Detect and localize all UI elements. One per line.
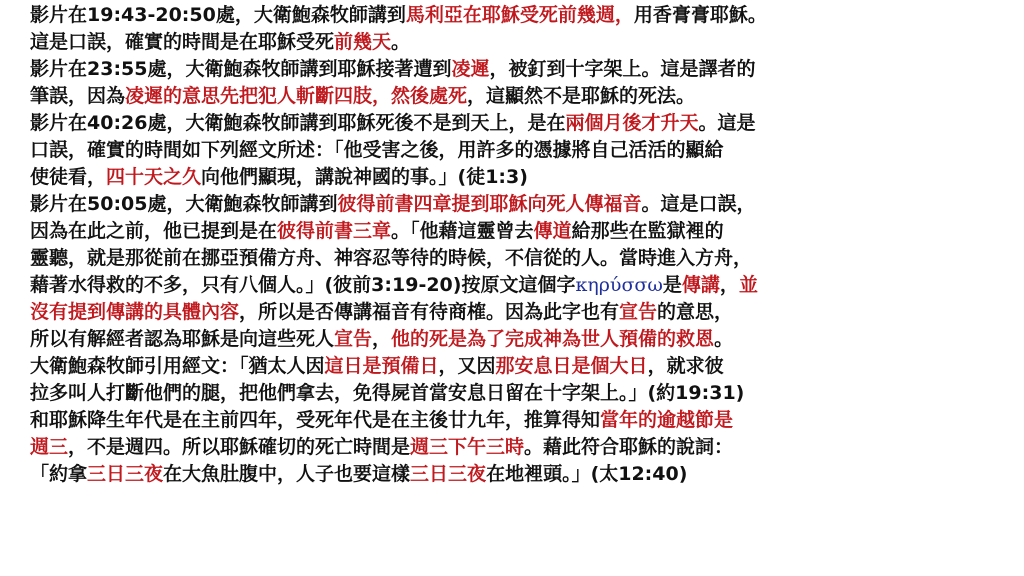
text-line <box>30 245 1010 272</box>
text-line <box>30 461 1010 488</box>
body-text: 「約拿 <box>30 463 88 485</box>
body-text: 。藉此符合耶穌的說詞： <box>524 436 734 458</box>
text-line <box>30 191 1010 218</box>
text-line <box>30 299 1010 326</box>
body-text: 。 <box>714 328 734 350</box>
body-text: ，所以是否傳講福音有待商榷。因為此字也有 <box>239 301 620 323</box>
body-text: ，不是週四。所以耶穌確切的死亡時間是 <box>68 436 411 458</box>
highlighted-text: 這日是預備日 <box>324 355 439 377</box>
highlighted-text: 馬利亞在耶穌受死前幾週， <box>405 4 634 26</box>
body-text: 在地裡頭。」(太12:40) <box>486 463 688 485</box>
text-line <box>30 434 1010 461</box>
body-text: 。 <box>391 31 411 53</box>
text-line <box>30 218 1010 245</box>
text-line <box>30 164 1010 191</box>
highlighted-text: 週三下午三時 <box>410 436 525 458</box>
greek-word: κηρύσσω <box>575 274 663 296</box>
text-line <box>30 380 1010 407</box>
body-text: ，又因 <box>438 355 496 377</box>
body-text: ，就求彼 <box>647 355 724 377</box>
highlighted-text: 那安息日是個大日 <box>495 355 648 377</box>
body-text: 使徒看， <box>30 166 107 188</box>
body-text: 是 <box>662 274 682 296</box>
highlighted-text: 宣告 <box>334 328 373 350</box>
text-line <box>30 29 1010 56</box>
body-text: 向他們顯現，講說神國的事。」(徒1:3) <box>201 166 528 188</box>
body-text: ，被釘到十字架上。這是譯者的 <box>489 58 756 80</box>
body-text: 拉多叫人打斷他們的腿，把他們拿去，免得屍首當安息日留在十字架上。」(約19:31) <box>30 382 745 404</box>
highlighted-text: 他的死是為了完成神為世人預備的救恩 <box>391 328 715 350</box>
body-text: 。「他藉這靈曾去 <box>391 220 534 242</box>
text-line <box>30 353 1010 380</box>
highlighted-text: 並 <box>738 274 758 296</box>
highlighted-text: 凌遲 <box>451 58 490 80</box>
text-line <box>30 83 1010 110</box>
body-text: 影片在50:05處，大衛鮑森牧師講到 <box>30 193 338 215</box>
highlighted-text: 凌遲的意思先把犯人斬斷四肢，然後處死 <box>125 85 468 107</box>
highlighted-text: 週三 <box>30 436 69 458</box>
highlighted-text: 兩個月後才升天 <box>565 112 699 134</box>
body-text: 。這是口誤， <box>641 193 756 215</box>
body-text: 。這是 <box>698 112 756 134</box>
highlighted-text: 沒有提到傳講的具體內容 <box>30 301 240 323</box>
highlighted-text: 三日三夜 <box>410 463 487 485</box>
body-text: 影片在40:26處，大衛鮑森牧師講到耶穌死後不是到天上，是在 <box>30 112 566 134</box>
body-text: 靈聽，就是那從前在挪亞預備方舟、神容忍等待的時候，不信從的人。當時進入方舟， <box>30 247 753 269</box>
text-line <box>30 56 1010 83</box>
body-text: 在大魚肚腹中，人子也要這樣 <box>163 463 411 485</box>
highlighted-text: 三日三夜 <box>87 463 164 485</box>
highlighted-text: 當年的逾越節是 <box>600 409 734 431</box>
body-text: 影片在19:43-20:50處，大衛鮑森牧師講到 <box>30 4 406 26</box>
highlighted-text: 前幾天 <box>334 31 392 53</box>
body-text: ， <box>372 328 392 350</box>
body-text: 影片在23:55處，大衛鮑森牧師講到耶穌接著遭到 <box>30 58 452 80</box>
body-text: 和耶穌降生年代是在主前四年，受死年代是在主後廿九年，推算得知 <box>30 409 601 431</box>
text-line <box>30 326 1010 353</box>
text-line <box>30 272 1010 299</box>
text-body <box>30 2 1010 488</box>
body-text: ，這顯然不是耶穌的死法。 <box>467 85 696 107</box>
body-text: 給那些在監獄裡的 <box>571 220 724 242</box>
text-line <box>30 137 1010 164</box>
text-line <box>30 2 1010 29</box>
body-text: 大衛鮑森牧師引用經文：「猶太人因 <box>30 355 325 377</box>
body-text: ， <box>719 274 739 296</box>
highlighted-text: 宣告 <box>619 301 658 323</box>
body-text: 所以有解經者認為耶穌是向這些死人 <box>30 328 335 350</box>
body-text: 的意思， <box>657 301 734 323</box>
text-line <box>30 110 1010 137</box>
body-text: 口誤，確實的時間如下列經文所述：「他受害之後，用許多的憑據將自己活活的顯給 <box>30 139 724 161</box>
highlighted-text: 彼得前書三章 <box>277 220 392 242</box>
body-text: 用香膏膏耶穌。 <box>633 4 767 26</box>
body-text: 因為在此之前，他已提到是在 <box>30 220 278 242</box>
highlighted-text: 傳講 <box>681 274 720 296</box>
highlighted-text: 彼得前書四章提到耶穌向死人傳福音 <box>337 193 642 215</box>
body-text: 藉著水得救的不多，只有八個人。」(彼前3:19-20)按原文這個字 <box>30 274 576 296</box>
text-line <box>30 407 1010 434</box>
body-text: 筆誤，因為 <box>30 85 126 107</box>
highlighted-text: 傳道 <box>533 220 572 242</box>
highlighted-text: 四十天之久 <box>106 166 202 188</box>
body-text: 這是口誤，確實的時間是在耶穌受死 <box>30 31 335 53</box>
